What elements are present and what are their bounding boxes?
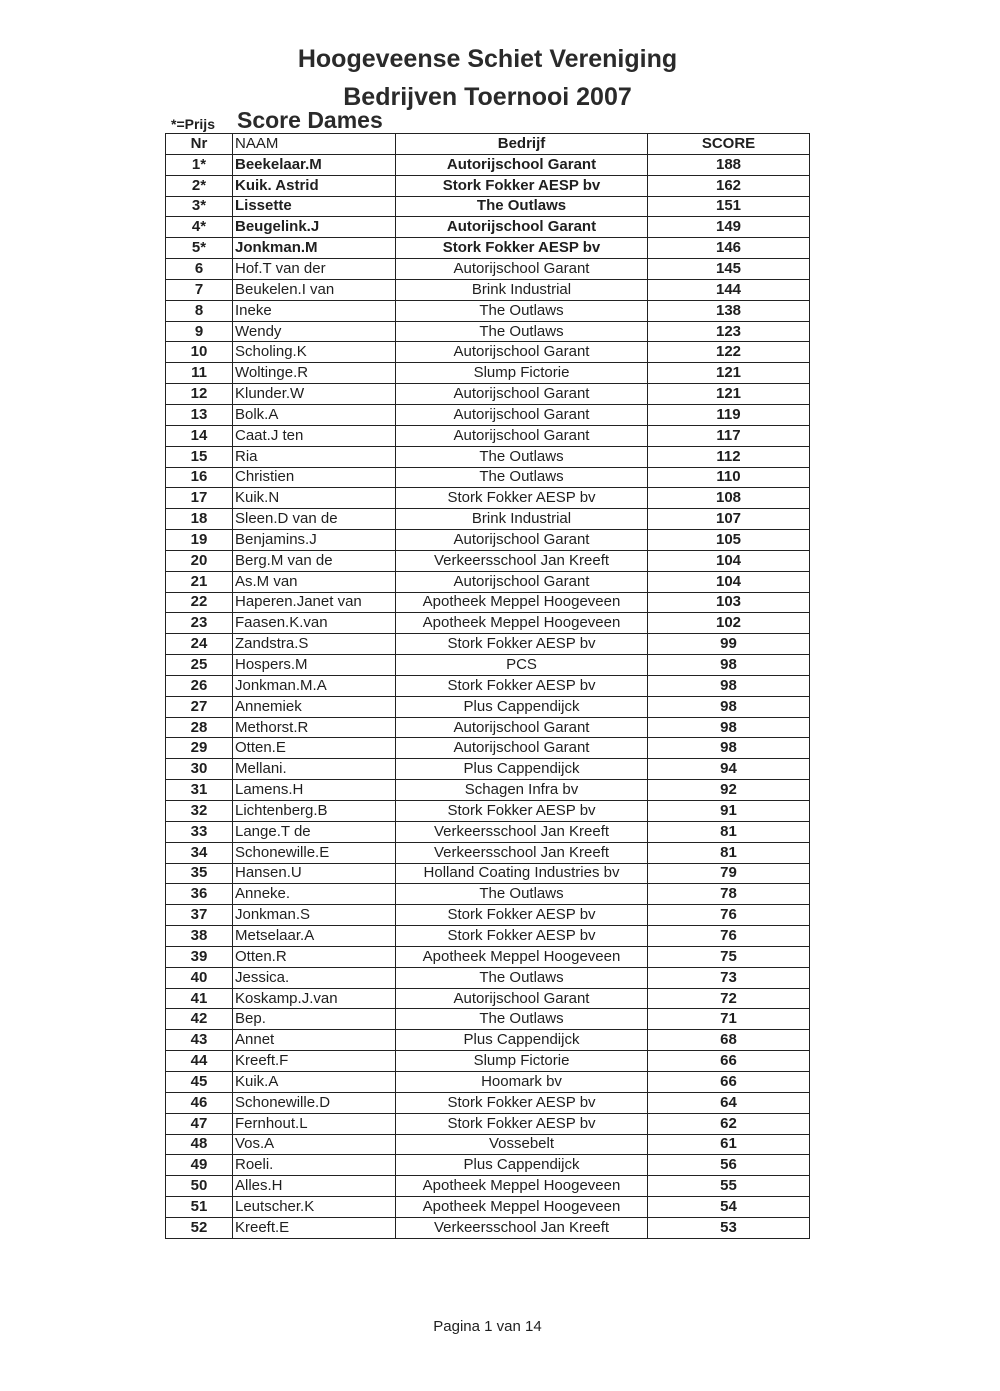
score-cell: 149: [648, 217, 810, 238]
table-row: [166, 259, 810, 280]
name-cell: Benjamins.J: [233, 530, 396, 551]
table-row: [166, 988, 810, 1009]
name-cell: Alles.H: [233, 1176, 396, 1197]
name-cell: Kreeft.F: [233, 1051, 396, 1072]
score-cell: 68: [648, 1030, 810, 1051]
name-cell: Lamens.H: [233, 780, 396, 801]
table-row: [166, 1217, 810, 1238]
rank-cell: 4*: [166, 217, 233, 238]
score-cell: 73: [648, 967, 810, 988]
name-cell: Jonkman.S: [233, 905, 396, 926]
table-row: [166, 967, 810, 988]
score-cell: 78: [648, 884, 810, 905]
table-row: [166, 884, 810, 905]
name-cell: Schonewille.E: [233, 842, 396, 863]
score-cell: 76: [648, 905, 810, 926]
table-row: [166, 863, 810, 884]
table-row: [166, 821, 810, 842]
table-row: [166, 1009, 810, 1030]
table-row: [166, 238, 810, 259]
company-cell: The Outlaws: [396, 467, 648, 488]
score-cell: 98: [648, 655, 810, 676]
score-cell: 66: [648, 1051, 810, 1072]
name-cell: Methorst.R: [233, 717, 396, 738]
score-cell: 66: [648, 1071, 810, 1092]
score-cell: 123: [648, 321, 810, 342]
name-cell: Hof.T van der: [233, 259, 396, 280]
name-cell: Ria: [233, 446, 396, 467]
score-cell: 112: [648, 446, 810, 467]
column-header-score: SCORE: [648, 134, 810, 155]
name-cell: Zandstra.S: [233, 634, 396, 655]
score-cell: 145: [648, 259, 810, 280]
company-cell: Apotheek Meppel Hoogeveen: [396, 613, 648, 634]
company-cell: Stork Fokker AESP bv: [396, 1113, 648, 1134]
tournament-title: Bedrijven Toernooi 2007: [343, 83, 632, 111]
score-cell: 76: [648, 926, 810, 947]
score-cell: 91: [648, 801, 810, 822]
company-cell: Apotheek Meppel Hoogeveen: [396, 946, 648, 967]
company-cell: Autorijschool Garant: [396, 988, 648, 1009]
table-row: [166, 1113, 810, 1134]
rank-cell: 44: [166, 1051, 233, 1072]
score-cell: 55: [648, 1176, 810, 1197]
name-cell: Kuik. Astrid: [233, 175, 396, 196]
table-row: [166, 905, 810, 926]
table-row: [166, 446, 810, 467]
rank-cell: 33: [166, 821, 233, 842]
table-row: [166, 488, 810, 509]
rank-cell: 27: [166, 696, 233, 717]
rank-cell: 13: [166, 404, 233, 425]
score-cell: 71: [648, 1009, 810, 1030]
name-cell: Hansen.U: [233, 863, 396, 884]
table-row: [166, 279, 810, 300]
company-cell: Plus Cappendijck: [396, 696, 648, 717]
score-cell: 144: [648, 279, 810, 300]
name-cell: Woltinge.R: [233, 363, 396, 384]
name-cell: Haperen.Janet van: [233, 592, 396, 613]
rank-cell: 9: [166, 321, 233, 342]
score-cell: 121: [648, 384, 810, 405]
name-cell: Leutscher.K: [233, 1197, 396, 1218]
rank-cell: 18: [166, 509, 233, 530]
name-cell: Bolk.A: [233, 404, 396, 425]
company-cell: Stork Fokker AESP bv: [396, 238, 648, 259]
company-cell: The Outlaws: [396, 196, 648, 217]
table-row: [166, 342, 810, 363]
rank-cell: 52: [166, 1217, 233, 1238]
table-row: [166, 1134, 810, 1155]
company-cell: The Outlaws: [396, 446, 648, 467]
name-cell: Berg.M van de: [233, 550, 396, 571]
table-row: [166, 196, 810, 217]
company-cell: Vossebelt: [396, 1134, 648, 1155]
score-cell: 53: [648, 1217, 810, 1238]
rank-cell: 36: [166, 884, 233, 905]
rank-cell: 12: [166, 384, 233, 405]
rank-cell: 40: [166, 967, 233, 988]
company-cell: Verkeersschool Jan Kreeft: [396, 550, 648, 571]
company-cell: Apotheek Meppel Hoogeveen: [396, 1176, 648, 1197]
rank-cell: 38: [166, 926, 233, 947]
score-table: [165, 133, 810, 1239]
name-cell: Beukelen.I van: [233, 279, 396, 300]
column-header-company: Bedrijf: [396, 134, 648, 155]
rank-cell: 49: [166, 1155, 233, 1176]
table-row: [166, 592, 810, 613]
score-cell: 81: [648, 821, 810, 842]
rank-cell: 14: [166, 425, 233, 446]
score-cell: 98: [648, 717, 810, 738]
table-row: [166, 926, 810, 947]
score-cell: 117: [648, 425, 810, 446]
company-cell: The Outlaws: [396, 321, 648, 342]
company-cell: Autorijschool Garant: [396, 717, 648, 738]
score-cell: 108: [648, 488, 810, 509]
table-body: [166, 154, 810, 1238]
score-cell: 151: [648, 196, 810, 217]
section-title: Score Dames: [237, 107, 383, 133]
company-cell: Apotheek Meppel Hoogeveen: [396, 592, 648, 613]
club-title: Hoogeveense Schiet Vereniging: [297, 45, 678, 73]
table-row: [166, 154, 810, 175]
table-row: [166, 1030, 810, 1051]
company-cell: Autorijschool Garant: [396, 571, 648, 592]
company-cell: Plus Cappendijck: [396, 759, 648, 780]
company-cell: Autorijschool Garant: [396, 384, 648, 405]
name-cell: Jonkman.M: [233, 238, 396, 259]
score-cell: 99: [648, 634, 810, 655]
rank-cell: 48: [166, 1134, 233, 1155]
table-row: [166, 738, 810, 759]
company-cell: Verkeersschool Jan Kreeft: [396, 821, 648, 842]
rank-cell: 43: [166, 1030, 233, 1051]
name-cell: Koskamp.J.van: [233, 988, 396, 1009]
rank-cell: 50: [166, 1176, 233, 1197]
score-cell: 121: [648, 363, 810, 384]
table-row: [166, 1197, 810, 1218]
score-cell: 79: [648, 863, 810, 884]
rank-cell: 29: [166, 738, 233, 759]
column-header-name: NAAM: [233, 134, 396, 155]
rank-cell: 35: [166, 863, 233, 884]
score-cell: 54: [648, 1197, 810, 1218]
name-cell: Bep.: [233, 1009, 396, 1030]
company-cell: Apotheek Meppel Hoogeveen: [396, 1197, 648, 1218]
name-cell: Kreeft.E: [233, 1217, 396, 1238]
company-cell: Autorijschool Garant: [396, 217, 648, 238]
company-cell: Autorijschool Garant: [396, 425, 648, 446]
table-row: [166, 717, 810, 738]
rank-cell: 15: [166, 446, 233, 467]
company-cell: Autorijschool Garant: [396, 154, 648, 175]
rank-cell: 47: [166, 1113, 233, 1134]
rank-cell: 22: [166, 592, 233, 613]
score-cell: 75: [648, 946, 810, 967]
rank-cell: 3*: [166, 196, 233, 217]
rank-cell: 34: [166, 842, 233, 863]
name-cell: Otten.R: [233, 946, 396, 967]
name-cell: Hospers.M: [233, 655, 396, 676]
table-row: [166, 300, 810, 321]
company-cell: Hoomark bv: [396, 1071, 648, 1092]
score-cell: 104: [648, 571, 810, 592]
rank-cell: 23: [166, 613, 233, 634]
company-cell: Verkeersschool Jan Kreeft: [396, 842, 648, 863]
table-row: [166, 175, 810, 196]
name-cell: Beekelaar.M: [233, 154, 396, 175]
rank-cell: 2*: [166, 175, 233, 196]
name-cell: Jessica.: [233, 967, 396, 988]
table-row: [166, 467, 810, 488]
score-cell: 98: [648, 738, 810, 759]
score-cell: 104: [648, 550, 810, 571]
company-cell: Stork Fokker AESP bv: [396, 801, 648, 822]
rank-cell: 5*: [166, 238, 233, 259]
company-cell: Autorijschool Garant: [396, 738, 648, 759]
name-cell: Anneke.: [233, 884, 396, 905]
rank-cell: 11: [166, 363, 233, 384]
table-row: [166, 613, 810, 634]
company-cell: Slump Fictorie: [396, 1051, 648, 1072]
company-cell: Plus Cappendijck: [396, 1030, 648, 1051]
rank-cell: 45: [166, 1071, 233, 1092]
company-cell: Plus Cappendijck: [396, 1155, 648, 1176]
score-cell: 81: [648, 842, 810, 863]
rank-cell: 8: [166, 300, 233, 321]
name-cell: Faasen.K.van: [233, 613, 396, 634]
name-cell: As.M van: [233, 571, 396, 592]
score-cell: 146: [648, 238, 810, 259]
table-row: [166, 550, 810, 571]
name-cell: Schonewille.D: [233, 1092, 396, 1113]
table-row: [166, 946, 810, 967]
rank-cell: 1*: [166, 154, 233, 175]
table-row: [166, 780, 810, 801]
score-cell: 92: [648, 780, 810, 801]
name-cell: Roeli.: [233, 1155, 396, 1176]
score-cell: 98: [648, 675, 810, 696]
rank-cell: 46: [166, 1092, 233, 1113]
rank-cell: 16: [166, 467, 233, 488]
rank-cell: 17: [166, 488, 233, 509]
name-cell: Lissette: [233, 196, 396, 217]
name-cell: Otten.E: [233, 738, 396, 759]
name-cell: Beugelink.J: [233, 217, 396, 238]
name-cell: Lange.T de: [233, 821, 396, 842]
table-row: [166, 363, 810, 384]
page-number: Pagina 1 van 14: [433, 1318, 542, 1335]
score-cell: 105: [648, 530, 810, 551]
name-cell: Christien: [233, 467, 396, 488]
score-cell: 119: [648, 404, 810, 425]
company-cell: Holland Coating Industries bv: [396, 863, 648, 884]
company-cell: PCS: [396, 655, 648, 676]
name-cell: Kuik.N: [233, 488, 396, 509]
table-row: [166, 634, 810, 655]
rank-cell: 10: [166, 342, 233, 363]
rank-cell: 20: [166, 550, 233, 571]
rank-cell: 41: [166, 988, 233, 1009]
company-cell: Brink Industrial: [396, 279, 648, 300]
rank-cell: 6: [166, 259, 233, 280]
company-cell: Slump Fictorie: [396, 363, 648, 384]
score-cell: 72: [648, 988, 810, 1009]
score-cell: 62: [648, 1113, 810, 1134]
company-cell: Verkeersschool Jan Kreeft: [396, 1217, 648, 1238]
table-row: [166, 801, 810, 822]
score-cell: 64: [648, 1092, 810, 1113]
rank-cell: 25: [166, 655, 233, 676]
company-cell: The Outlaws: [396, 884, 648, 905]
company-cell: Stork Fokker AESP bv: [396, 926, 648, 947]
score-cell: 188: [648, 154, 810, 175]
table-row: [166, 655, 810, 676]
name-cell: Sleen.D van de: [233, 509, 396, 530]
name-cell: Caat.J ten: [233, 425, 396, 446]
score-cell: 122: [648, 342, 810, 363]
table-row: [166, 1155, 810, 1176]
table-row: [166, 675, 810, 696]
rank-cell: 7: [166, 279, 233, 300]
name-cell: Lichtenberg.B: [233, 801, 396, 822]
table-row: [166, 842, 810, 863]
rank-cell: 28: [166, 717, 233, 738]
score-cell: 103: [648, 592, 810, 613]
name-cell: Ineke: [233, 300, 396, 321]
column-header-nr: Nr: [166, 134, 233, 155]
name-cell: Annet: [233, 1030, 396, 1051]
name-cell: Klunder.W: [233, 384, 396, 405]
table-row: [166, 571, 810, 592]
table-row: [166, 509, 810, 530]
company-cell: Autorijschool Garant: [396, 259, 648, 280]
table-row: [166, 1071, 810, 1092]
table-row: [166, 425, 810, 446]
rank-cell: 31: [166, 780, 233, 801]
score-cell: 110: [648, 467, 810, 488]
company-cell: Stork Fokker AESP bv: [396, 905, 648, 926]
score-cell: 102: [648, 613, 810, 634]
table-row: [166, 1051, 810, 1072]
name-cell: Fernhout.L: [233, 1113, 396, 1134]
company-cell: Brink Industrial: [396, 509, 648, 530]
score-cell: 107: [648, 509, 810, 530]
score-cell: 94: [648, 759, 810, 780]
company-cell: Autorijschool Garant: [396, 342, 648, 363]
name-cell: Jonkman.M.A: [233, 675, 396, 696]
table-row: [166, 1092, 810, 1113]
rank-cell: 32: [166, 801, 233, 822]
name-cell: Metselaar.A: [233, 926, 396, 947]
prize-legend: *=Prijs: [171, 116, 215, 132]
score-cell: 138: [648, 300, 810, 321]
table-row: [166, 696, 810, 717]
name-cell: Vos.A: [233, 1134, 396, 1155]
company-cell: Stork Fokker AESP bv: [396, 175, 648, 196]
table-row: [166, 404, 810, 425]
company-cell: The Outlaws: [396, 967, 648, 988]
table-row: [166, 759, 810, 780]
table-row: [166, 321, 810, 342]
rank-cell: 51: [166, 1197, 233, 1218]
table-header-row: [166, 134, 810, 155]
company-cell: Autorijschool Garant: [396, 404, 648, 425]
company-cell: The Outlaws: [396, 1009, 648, 1030]
company-cell: Stork Fokker AESP bv: [396, 675, 648, 696]
table-row: [166, 1176, 810, 1197]
rank-cell: 26: [166, 675, 233, 696]
name-cell: Wendy: [233, 321, 396, 342]
score-cell: 56: [648, 1155, 810, 1176]
score-cell: 98: [648, 696, 810, 717]
rank-cell: 19: [166, 530, 233, 551]
company-cell: Autorijschool Garant: [396, 530, 648, 551]
score-cell: 162: [648, 175, 810, 196]
name-cell: Kuik.A: [233, 1071, 396, 1092]
table-row: [166, 217, 810, 238]
name-cell: Scholing.K: [233, 342, 396, 363]
company-cell: The Outlaws: [396, 300, 648, 321]
company-cell: Stork Fokker AESP bv: [396, 488, 648, 509]
table-row: [166, 530, 810, 551]
table-row: [166, 384, 810, 405]
rank-cell: 30: [166, 759, 233, 780]
name-cell: Annemiek: [233, 696, 396, 717]
company-cell: Stork Fokker AESP bv: [396, 1092, 648, 1113]
rank-cell: 21: [166, 571, 233, 592]
company-cell: Stork Fokker AESP bv: [396, 634, 648, 655]
company-cell: Schagen Infra bv: [396, 780, 648, 801]
rank-cell: 24: [166, 634, 233, 655]
rank-cell: 42: [166, 1009, 233, 1030]
name-cell: Mellani.: [233, 759, 396, 780]
score-cell: 61: [648, 1134, 810, 1155]
rank-cell: 39: [166, 946, 233, 967]
rank-cell: 37: [166, 905, 233, 926]
